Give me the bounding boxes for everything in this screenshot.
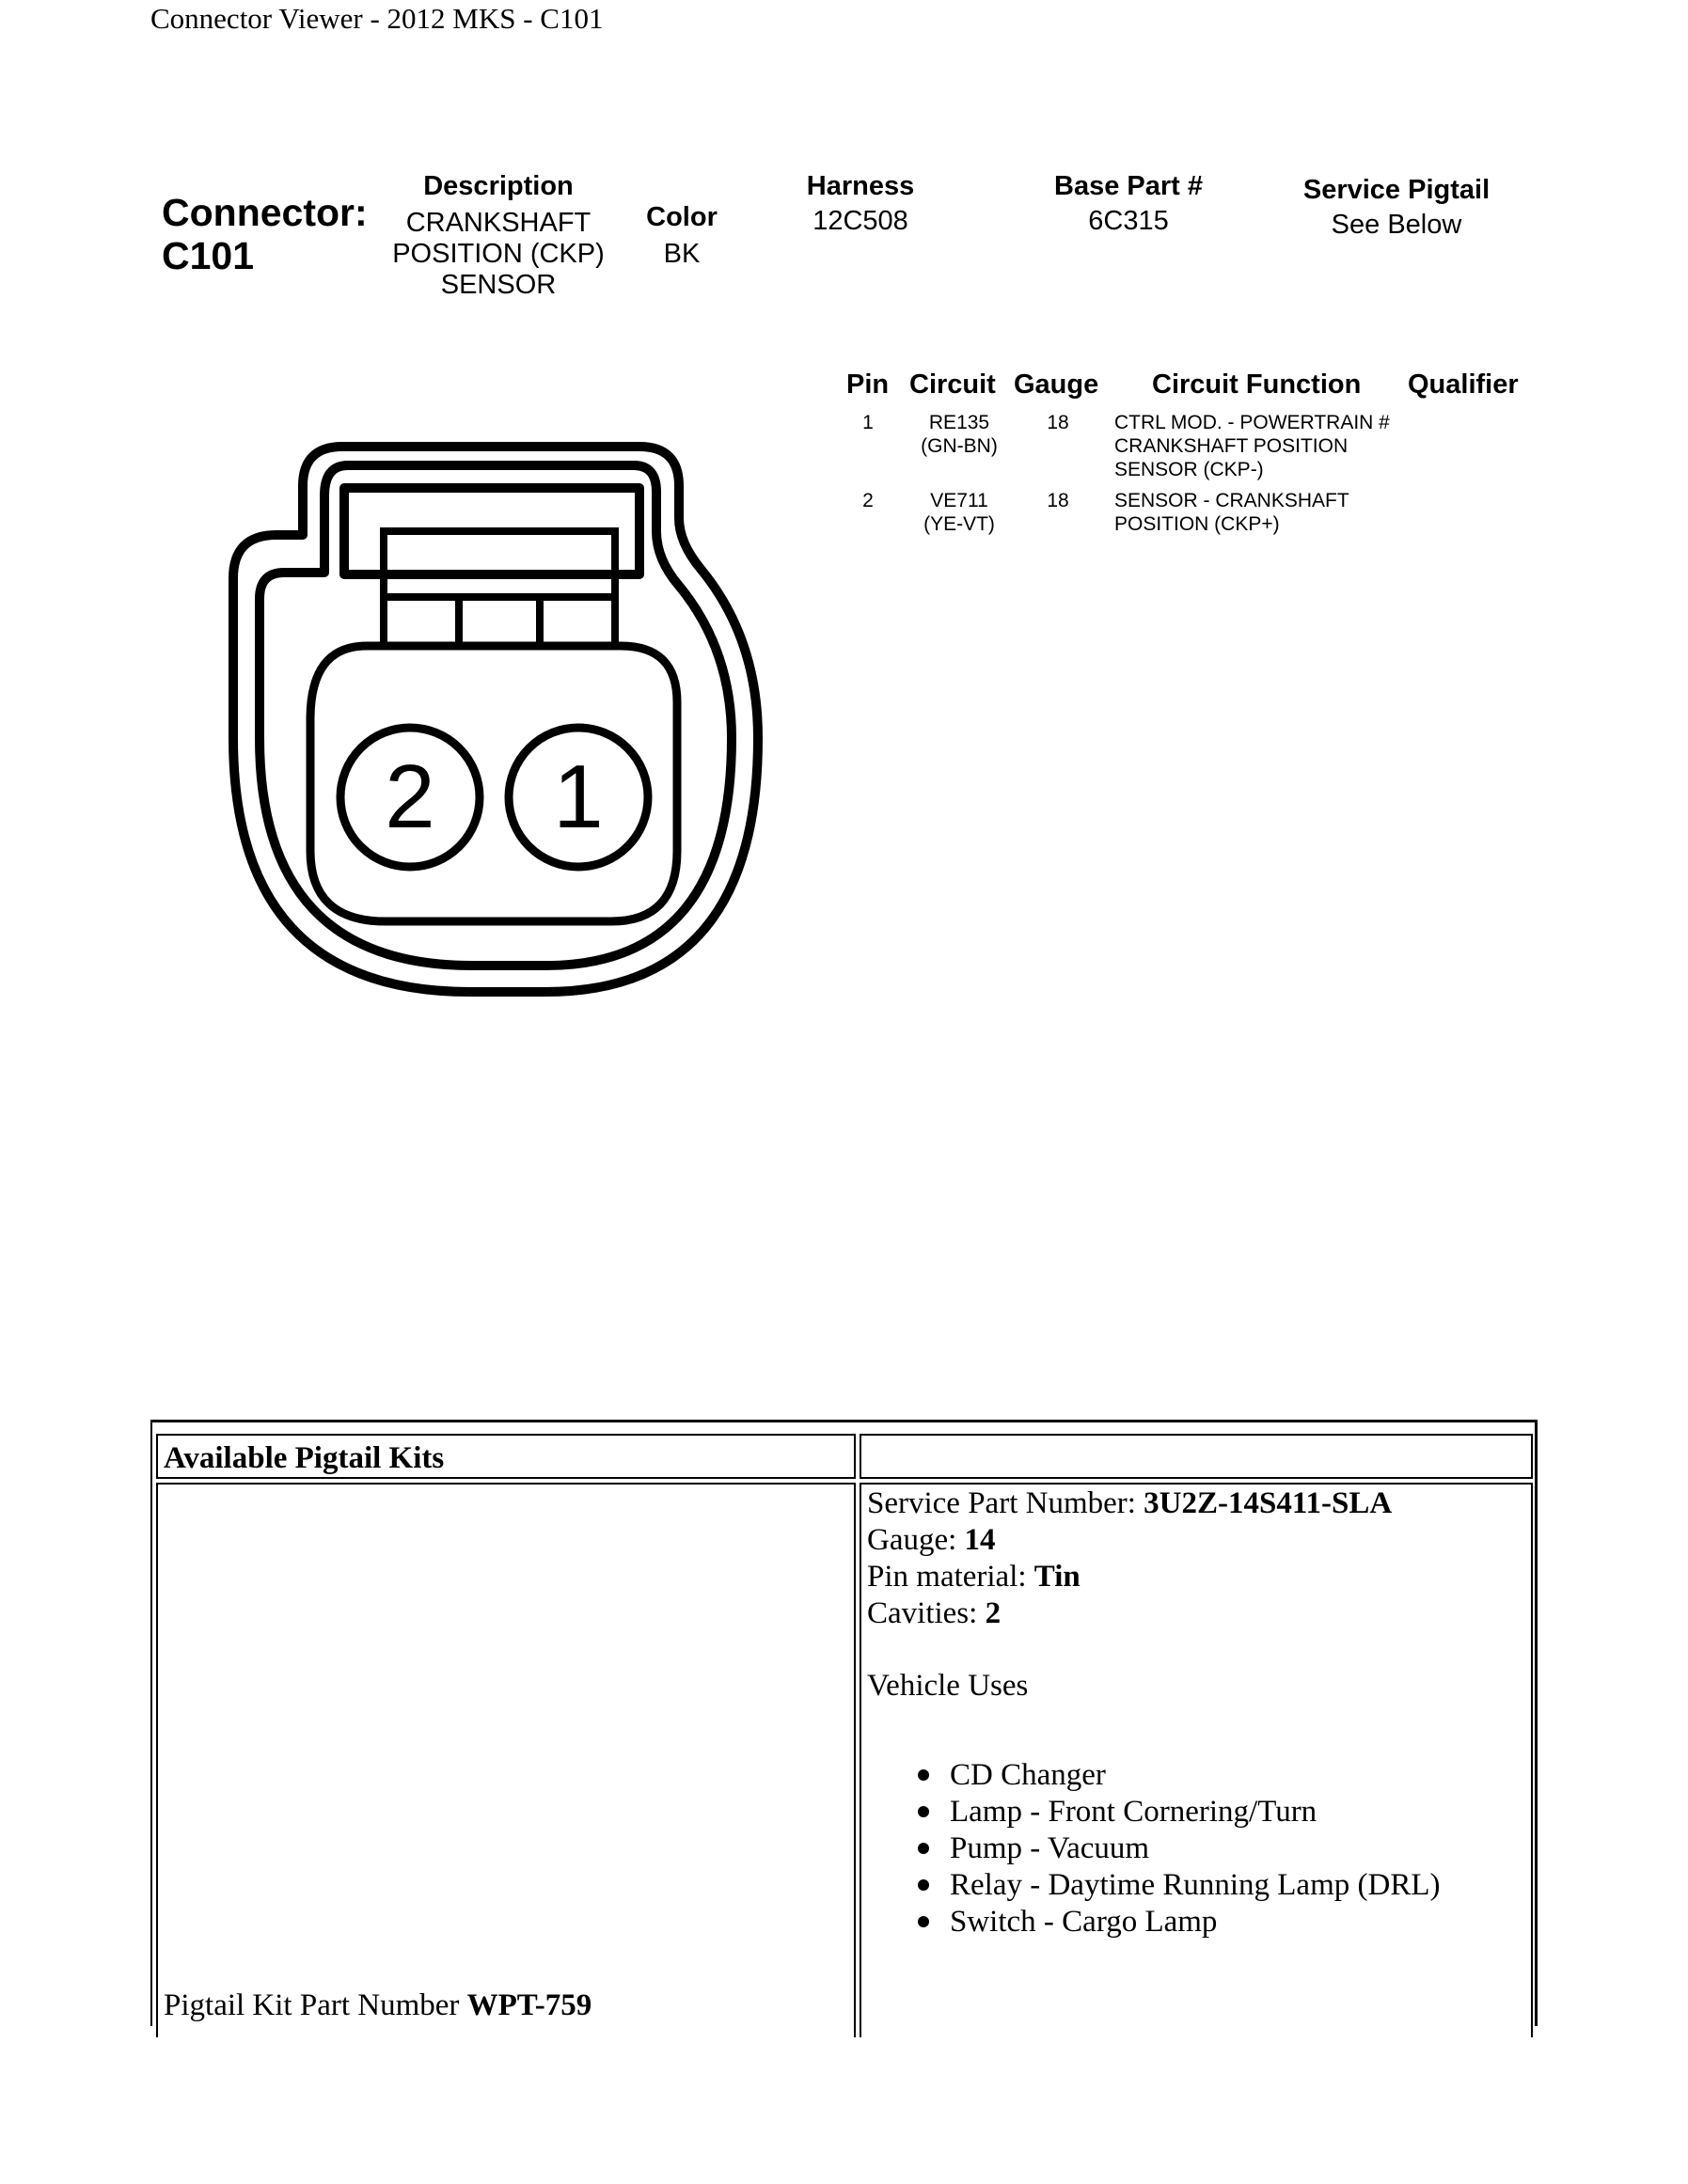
service-pigtail-value: See Below bbox=[1331, 210, 1462, 240]
list-item bbox=[918, 1867, 1440, 1904]
service-pigtail-column bbox=[1279, 175, 1514, 241]
vehicle-use: CD Changer bbox=[950, 1758, 1106, 1792]
bullet-icon bbox=[918, 1879, 929, 1891]
function-header: Circuit Function bbox=[1152, 369, 1362, 400]
vehicle-use: Switch - Cargo Lamp bbox=[950, 1905, 1218, 1939]
qualifier-header: Qualifier bbox=[1408, 369, 1519, 400]
function-line: SENSOR (CKP-) bbox=[1114, 459, 1264, 480]
vehicle-use: Pump - Vacuum bbox=[950, 1831, 1150, 1865]
pin-header: Pin bbox=[846, 369, 890, 400]
function-line: POSITION (CKP+) bbox=[1114, 513, 1280, 535]
circuit-line: (GN-BN) bbox=[921, 435, 998, 457]
pin-label-2: 2 bbox=[385, 746, 435, 847]
service-part-label: Service Part Number: bbox=[867, 1486, 1144, 1520]
page-title: Connector Viewer - 2012 MKS - C101 bbox=[150, 2, 604, 35]
vehicle-use: Lamp - Front Cornering/Turn bbox=[950, 1795, 1317, 1829]
harness-header: Harness bbox=[806, 171, 915, 201]
pin-function bbox=[1114, 411, 1390, 481]
color-value: BK bbox=[663, 239, 701, 269]
cavities-label: Cavities: bbox=[867, 1596, 986, 1630]
pigtail-kits-header-right bbox=[860, 1434, 1533, 1479]
connector-id: C101 bbox=[162, 234, 255, 277]
base-part-header: Base Part # bbox=[1054, 171, 1203, 201]
description-value bbox=[376, 208, 621, 301]
connector-inner-shell bbox=[260, 465, 732, 966]
bullet-icon bbox=[918, 1806, 929, 1817]
gauge-label: Gauge: bbox=[867, 1523, 965, 1557]
vehicle-use: Relay - Daytime Running Lamp (DRL) bbox=[950, 1868, 1441, 1902]
bullet-icon bbox=[918, 1843, 929, 1854]
pin-circuit bbox=[898, 411, 1020, 458]
harness-value: 12C508 bbox=[812, 206, 908, 236]
base-part-column bbox=[1025, 171, 1232, 237]
vehicle-uses-label: Vehicle Uses bbox=[867, 1669, 1029, 1703]
cavities-value: 2 bbox=[985, 1596, 1002, 1630]
pigtail-kit-details-cell bbox=[860, 1483, 1533, 2037]
pigtail-kit-cell bbox=[156, 1483, 856, 2037]
pigtail-kits-table bbox=[150, 1420, 1538, 2026]
connector-label bbox=[162, 191, 368, 277]
pigtail-kits-header-cell bbox=[156, 1434, 856, 1479]
pin-cavity-housing bbox=[310, 646, 677, 921]
service-pigtail-header: Service Pigtail bbox=[1302, 175, 1491, 205]
pin-number: 2 bbox=[862, 490, 874, 511]
list-item bbox=[918, 1904, 1440, 1940]
circuit-line: VE711 bbox=[930, 490, 988, 511]
cavities-spec bbox=[867, 1596, 1001, 1631]
connector-face-diagram bbox=[226, 428, 790, 1011]
list-item bbox=[918, 1794, 1440, 1830]
pin-material-value: Tin bbox=[1033, 1560, 1081, 1594]
harness-column bbox=[781, 171, 940, 237]
circuit-line: (YE-VT) bbox=[923, 513, 995, 535]
pin-number: 1 bbox=[862, 412, 874, 433]
service-part-value: 3U2Z-14S411-SLA bbox=[1144, 1486, 1393, 1520]
color-header: Color bbox=[646, 202, 718, 232]
bullet-icon bbox=[918, 1769, 929, 1781]
bullet-icon bbox=[918, 1916, 929, 1927]
vehicle-uses-list bbox=[918, 1757, 1440, 1940]
color-column bbox=[630, 202, 734, 270]
pigtail-kit-part-value: WPT-759 bbox=[466, 1988, 592, 2022]
function-line: CTRL MOD. - POWERTRAIN # bbox=[1114, 412, 1390, 433]
description-header: Description bbox=[423, 171, 574, 201]
pigtail-kits-header: Available Pigtail Kits bbox=[164, 1441, 445, 1475]
service-part-number bbox=[867, 1486, 1392, 1521]
pin-function bbox=[1114, 489, 1349, 536]
circuit-header: Circuit bbox=[909, 369, 996, 400]
pin-label-1: 1 bbox=[553, 746, 604, 847]
gauge-header: Gauge bbox=[1014, 369, 1099, 400]
latch-tab bbox=[384, 531, 615, 597]
description-line: CRANKSHAFT bbox=[405, 208, 592, 238]
function-line: SENSOR - CRANKSHAFT bbox=[1114, 490, 1349, 511]
circuit-line: RE135 bbox=[928, 412, 990, 433]
list-item bbox=[918, 1757, 1440, 1794]
pin-gauge: 18 bbox=[1047, 412, 1069, 433]
gauge-spec bbox=[867, 1523, 996, 1558]
pin-gauge: 18 bbox=[1047, 490, 1069, 511]
description-line: POSITION (CKP) bbox=[392, 239, 605, 269]
description-line: SENSOR bbox=[440, 270, 557, 300]
gauge-value: 14 bbox=[964, 1523, 996, 1557]
description-column bbox=[376, 171, 621, 301]
pin-circuit bbox=[898, 489, 1020, 536]
base-part-value: 6C315 bbox=[1088, 206, 1169, 236]
pin-material-label: Pin material: bbox=[867, 1560, 1034, 1594]
list-item bbox=[918, 1830, 1440, 1867]
pin-material-spec bbox=[867, 1560, 1081, 1595]
pigtail-kit-part-number bbox=[164, 1988, 592, 2023]
connector-label-line1: Connector: bbox=[162, 191, 368, 234]
pigtail-kit-part-label: Pigtail Kit Part Number bbox=[164, 1988, 467, 2022]
function-line: CRANKSHAFT POSITION bbox=[1114, 435, 1349, 457]
